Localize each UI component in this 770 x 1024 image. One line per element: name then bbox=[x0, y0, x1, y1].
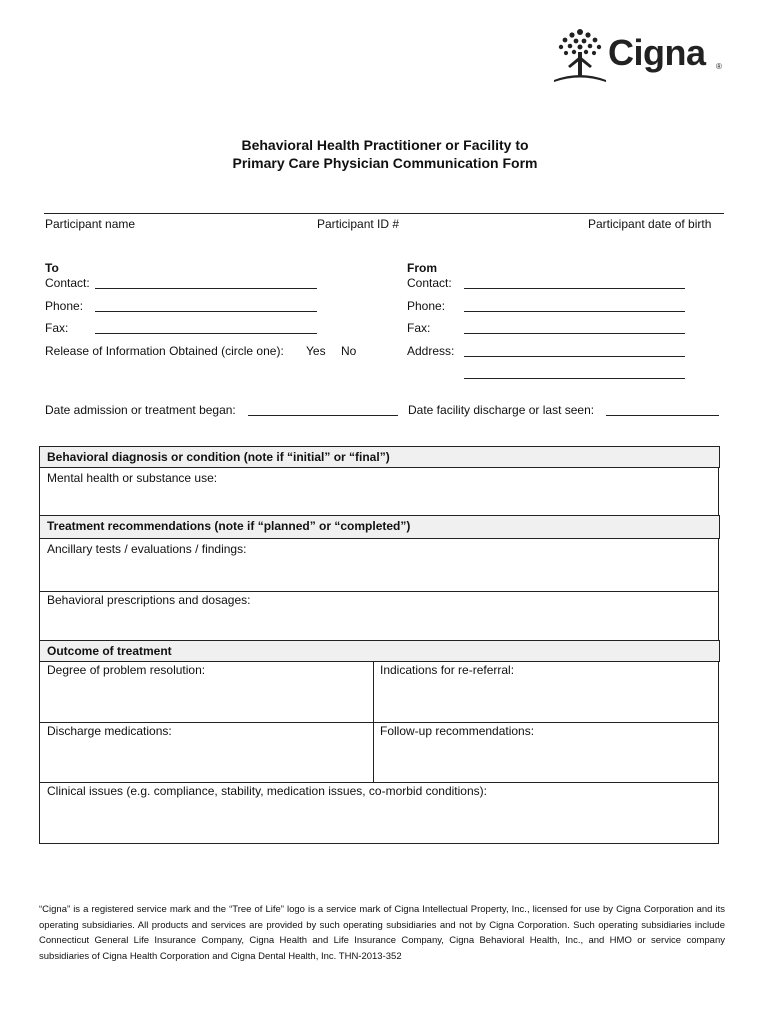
outcome-heading: Outcome of treatment bbox=[39, 640, 720, 662]
clinical-issues-label: Clinical issues (e.g. compliance, stability, medication issues, co-morbid conditions): bbox=[47, 784, 487, 798]
to-phone-label: Phone: bbox=[45, 299, 84, 313]
from-contact-field[interactable] bbox=[464, 288, 685, 289]
participant-id-label: Participant ID # bbox=[317, 217, 400, 231]
footer-disclaimer: “Cigna” is a registered service mark and the “Tree of Life” logo is a service mark of Cigna Intellectual Property, Inc., licensed for use by Cigna Corporation and its operating subsidiaries. All products and services are provided by such operating subsidiaries and not by Cigna Corporation. Such operating subsidiaries include Connecticut General Life Insurance Company, Cigna Health and Life Insurance Company, Cigna Behavioral Health, Inc., and HMO or service company subsidiaries of Cigna Health Corporation and Cigna Dental Health, Inc. THN-2013-352 bbox=[39, 904, 725, 962]
ancillary-tests-label: Ancillary tests / evaluations / findings: bbox=[47, 542, 247, 556]
from-heading: From bbox=[407, 261, 437, 275]
from-address-label: Address: bbox=[407, 344, 455, 358]
participant-name-label: Participant name bbox=[45, 217, 136, 231]
to-contact-field[interactable] bbox=[95, 288, 317, 289]
from-phone-field[interactable] bbox=[464, 311, 685, 312]
prescriptions-label: Behavioral prescriptions and dosages: bbox=[47, 593, 251, 607]
to-contact-label: Contact: bbox=[45, 276, 90, 290]
release-yes-option[interactable]: Yes bbox=[306, 344, 326, 358]
rereferral-label: Indications for re-referral: bbox=[380, 663, 515, 677]
diagnosis-heading: Behavioral diagnosis or condition (note if “initial” or “final”) bbox=[39, 446, 720, 468]
discharge-medications-label: Discharge medications: bbox=[47, 724, 172, 738]
to-phone-field[interactable] bbox=[95, 311, 317, 312]
form-title-line2: Primary Care Physician Communication Form bbox=[232, 155, 538, 171]
from-fax-label: Fax: bbox=[407, 321, 431, 335]
divider bbox=[39, 722, 719, 723]
from-phone-label: Phone: bbox=[407, 299, 446, 313]
release-label: Release of Information Obtained (circle one): bbox=[45, 344, 284, 358]
followup-label: Follow-up recommendations: bbox=[380, 724, 535, 738]
problem-resolution-label: Degree of problem resolution: bbox=[47, 663, 206, 677]
form-title-line1: Behavioral Health Practitioner or Facility to bbox=[241, 137, 529, 153]
discharge-date-label: Date facility discharge or last seen: bbox=[408, 403, 595, 417]
admission-date-label: Date admission or treatment began: bbox=[45, 403, 236, 417]
tree-of-life-icon bbox=[552, 26, 608, 86]
participant-dob-label: Participant date of birth bbox=[588, 217, 712, 231]
participant-line[interactable] bbox=[44, 213, 724, 214]
mental-health-field[interactable] bbox=[39, 468, 719, 515]
to-fax-label: Fax: bbox=[45, 321, 69, 335]
logo-wordmark: Cigna bbox=[608, 32, 706, 73]
from-fax-field[interactable] bbox=[464, 333, 685, 334]
admission-date-field[interactable] bbox=[248, 415, 398, 416]
ancillary-tests-field[interactable] bbox=[39, 539, 719, 591]
prescriptions-field[interactable] bbox=[39, 592, 719, 640]
cigna-logo bbox=[552, 26, 732, 86]
from-address-field-2[interactable] bbox=[464, 378, 685, 379]
discharge-date-field[interactable] bbox=[606, 415, 719, 416]
from-contact-label: Contact: bbox=[407, 276, 452, 290]
to-heading: To bbox=[45, 261, 59, 275]
treatment-heading: Treatment recommendations (note if “planned” or “completed”) bbox=[39, 515, 720, 539]
to-fax-field[interactable] bbox=[95, 333, 317, 334]
release-no-option[interactable]: No bbox=[341, 344, 357, 358]
clinical-issues-field[interactable] bbox=[39, 783, 719, 843]
registered-mark: ® bbox=[716, 62, 722, 71]
from-address-field-1[interactable] bbox=[464, 356, 685, 357]
mental-health-label: Mental health or substance use: bbox=[47, 471, 218, 485]
